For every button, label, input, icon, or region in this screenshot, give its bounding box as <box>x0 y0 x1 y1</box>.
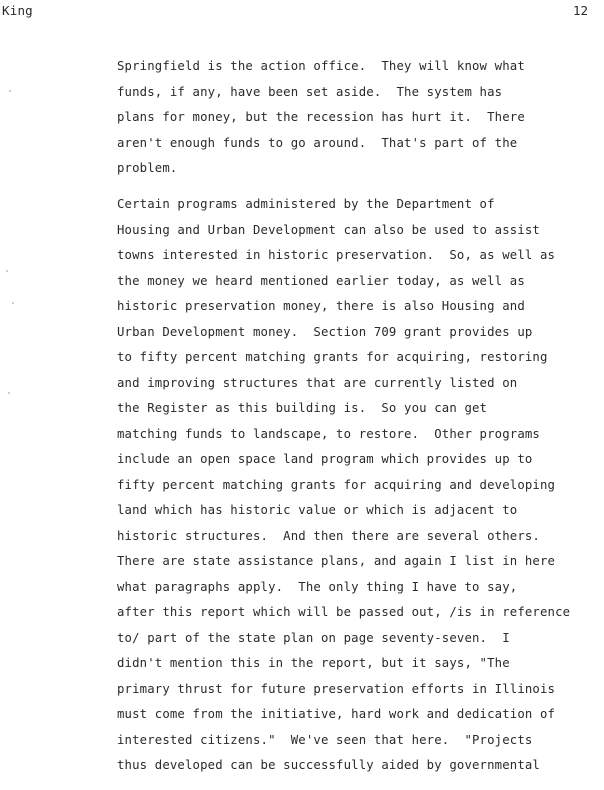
paragraph-1 <box>117 54 525 182</box>
text-line: Housing and Urban Development can also be used to assist <box>117 222 540 237</box>
margin-speck <box>8 392 10 394</box>
page-header-name: King <box>2 3 33 18</box>
text-line: land which has historic value or which is adjacent to <box>117 503 518 517</box>
text-line: after this report which will be passed out, /is in reference <box>117 605 571 619</box>
text-line: Urban Development money. Section 709 grant provides up <box>117 324 533 339</box>
text-line: funds, if any, have been set aside. The system has <box>117 84 503 99</box>
text-line: matching funds to landscape, to restore. Other programs <box>117 426 540 441</box>
text-line: towns interested in historic preservation. So, as well as <box>117 248 556 262</box>
margin-speck <box>9 90 11 92</box>
text-line: fifty percent matching grants for acquiring and developing <box>117 477 556 492</box>
text-line: thus developed can be successfully aided by governmental <box>117 758 540 772</box>
text-line: the Register as this building is. So you can get <box>117 401 488 415</box>
text-line: to/ part of the state plan on page seventy-seven. I <box>117 630 510 645</box>
margin-speck <box>6 270 8 272</box>
text-line: problem. <box>117 161 178 175</box>
margin-speck <box>12 302 14 304</box>
text-line: plans for money, but the recession has hurt it. There <box>117 110 525 124</box>
text-line: and improving structures that are currently listed on <box>117 375 518 390</box>
text-line: to fifty percent matching grants for acquiring, restoring <box>117 350 548 364</box>
text-line: There are state assistance plans, and again I list in here <box>117 554 556 568</box>
text-line: interested citizens." We've seen that here. "Projects <box>117 732 533 747</box>
text-line: primary thrust for future preservation efforts in Illinois <box>117 681 556 696</box>
text-line: must come from the initiative, hard work and dedication of <box>117 707 556 721</box>
text-line: include an open space land program which provides up to <box>117 452 533 466</box>
text-line: historic structures. And then there are several others. <box>117 528 540 543</box>
page-number: 12 <box>573 3 589 18</box>
text-line: Springfield is the action office. They will know what <box>117 59 525 73</box>
text-line: historic preservation money, there is also Housing and <box>117 299 525 313</box>
text-line: Certain programs administered by the Department of <box>117 197 495 211</box>
text-line: the money we heard mentioned earlier today, as well as <box>117 273 525 288</box>
text-line: aren't enough funds to go around. That's part of the <box>117 135 518 150</box>
text-line: didn't mention this in the report, but it says, "The <box>117 656 510 670</box>
text-line: what paragraphs apply. The only thing I have to say, <box>117 579 518 594</box>
paragraph-2 <box>117 192 570 779</box>
